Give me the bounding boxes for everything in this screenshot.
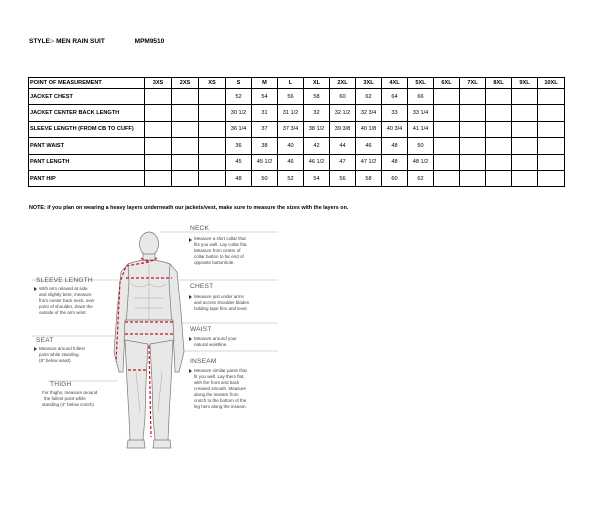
size-value-cell: 38 1/2 [304, 121, 330, 137]
size-value-cell: 54 [304, 170, 330, 186]
size-value-cell: M [252, 78, 278, 89]
size-value-cell: 42 [304, 138, 330, 154]
size-value-cell: 32 [304, 105, 330, 121]
size-value-cell: 38 [252, 138, 278, 154]
inseam-title: INSEAM [190, 358, 217, 365]
size-value-cell: 3XS [145, 78, 172, 89]
inseam-text: Measure similar pants that fit you well. Lay them flat, with the front and back creased smooth. Measure along the inseam from crotch to the bottom of the leg hem along the inseam. [194, 368, 247, 409]
size-value-cell: 47 1/2 [356, 154, 382, 170]
size-value-cell: 48 [382, 138, 408, 154]
size-value-cell: 3XL [356, 78, 382, 89]
measurement-name-cell: JACKET CHEST [29, 89, 145, 105]
sleeve-text: With arm relaxed at side and slightly bent, measure from center back neck, over point of shoulder, down the outside of the arm wrist. [39, 286, 95, 315]
size-value-cell [486, 138, 512, 154]
size-value-cell [434, 105, 460, 121]
thigh-text: For thighs, measure around the fullest point while standing (4" below crotch) [42, 390, 98, 407]
size-value-cell: 40 3/4 [382, 121, 408, 137]
table-row [29, 138, 565, 154]
table-row [29, 89, 565, 105]
size-value-cell [512, 154, 538, 170]
size-value-cell: S [226, 78, 252, 89]
size-value-cell: 33 [382, 105, 408, 121]
table-row [29, 105, 565, 121]
size-value-cell [512, 170, 538, 186]
table-header-row [29, 78, 565, 89]
size-value-cell: 62 [408, 170, 434, 186]
size-value-cell: 46 [356, 138, 382, 154]
measurement-name-cell: POINT OF MEASUREMENT [29, 78, 145, 89]
size-chart-table [28, 77, 565, 187]
size-value-cell: 31 [252, 105, 278, 121]
thigh-title: THIGH [50, 381, 72, 388]
measurement-name-cell: PANT LENGTH [29, 154, 145, 170]
size-value-cell [486, 170, 512, 186]
size-value-cell [538, 89, 565, 105]
size-value-cell [538, 105, 565, 121]
waist-title: WAIST [190, 326, 212, 333]
size-value-cell: 32 1/2 [330, 105, 356, 121]
size-value-cell [460, 105, 486, 121]
size-value-cell: 45 1/2 [252, 154, 278, 170]
size-value-cell: 40 [278, 138, 304, 154]
size-value-cell: 37 [252, 121, 278, 137]
table-row [29, 170, 565, 186]
size-value-cell [486, 154, 512, 170]
size-value-cell [172, 154, 199, 170]
seat-text: Measure around fullest point while standing. (8" below waist) [39, 346, 85, 363]
size-value-cell: 2XS [172, 78, 199, 89]
size-value-cell [486, 89, 512, 105]
size-value-cell: 54 [252, 89, 278, 105]
size-value-cell: 37 3/4 [278, 121, 304, 137]
size-value-cell [486, 105, 512, 121]
waist-text: Measure around your natural waistline. [194, 336, 237, 347]
size-value-cell [434, 170, 460, 186]
size-value-cell: 60 [382, 170, 408, 186]
size-value-cell [172, 121, 199, 137]
size-value-cell: 46 1/2 [304, 154, 330, 170]
size-value-cell: 36 [226, 138, 252, 154]
size-value-cell: 58 [304, 89, 330, 105]
size-value-cell: 48 1/2 [408, 154, 434, 170]
size-value-cell [199, 170, 226, 186]
size-value-cell: 50 [252, 170, 278, 186]
size-value-cell [460, 154, 486, 170]
size-value-cell: 66 [408, 89, 434, 105]
size-value-cell [199, 121, 226, 137]
size-value-cell [460, 138, 486, 154]
seat-title: SEAT [36, 337, 54, 344]
size-value-cell: 62 [356, 89, 382, 105]
style-label: STYLE:- MEN RAIN SUIT [29, 38, 105, 45]
size-value-cell: 10XL [538, 78, 565, 89]
size-value-cell [199, 154, 226, 170]
layering-note: NOTE: if you plan on wearing a heavy layers underneath our jackets/vest, make sure to measure the sizes with the layers on. [29, 205, 349, 211]
chest-title: CHEST [190, 283, 214, 290]
size-value-cell [434, 138, 460, 154]
size-value-cell [460, 89, 486, 105]
size-value-cell: 50 [408, 138, 434, 154]
size-value-cell [538, 170, 565, 186]
size-value-cell: 47 [330, 154, 356, 170]
size-value-cell: 45 [226, 154, 252, 170]
size-value-cell [460, 170, 486, 186]
size-value-cell: 39 3/8 [330, 121, 356, 137]
size-value-cell [145, 138, 172, 154]
size-value-cell [172, 89, 199, 105]
size-value-cell [172, 138, 199, 154]
sleeve-title: SLEEVE LENGTH [36, 277, 93, 284]
size-value-cell [486, 121, 512, 137]
size-value-cell [538, 121, 565, 137]
size-value-cell: 32 3/4 [356, 105, 382, 121]
size-value-cell [512, 105, 538, 121]
size-value-cell [145, 121, 172, 137]
size-value-cell: 56 [330, 170, 356, 186]
size-value-cell: XS [199, 78, 226, 89]
size-value-cell: 36 1/4 [226, 121, 252, 137]
size-value-cell: 2XL [330, 78, 356, 89]
size-value-cell [199, 138, 226, 154]
chest-text: Measure just under arms and across shoulder blades holding tape firm and level. [194, 294, 250, 311]
size-value-cell: 8XL [486, 78, 512, 89]
size-value-cell [434, 89, 460, 105]
size-value-cell: 33 1/4 [408, 105, 434, 121]
style-code: MPM9510 [134, 38, 165, 45]
table-row [29, 121, 565, 137]
size-value-cell [538, 154, 565, 170]
size-value-cell: 9XL [512, 78, 538, 89]
measurement-name-cell: JACKET CENTER BACK LENGTH [29, 105, 145, 121]
measurement-name-cell: PANT WAIST [29, 138, 145, 154]
size-value-cell: 52 [226, 89, 252, 105]
size-value-cell [145, 89, 172, 105]
size-value-cell [199, 105, 226, 121]
style-header [29, 38, 164, 45]
neck-title: NECK [190, 225, 210, 232]
size-value-cell: L [278, 78, 304, 89]
size-value-cell: XL [304, 78, 330, 89]
size-value-cell [512, 138, 538, 154]
table-row [29, 154, 565, 170]
size-value-cell [512, 121, 538, 137]
size-value-cell: 44 [330, 138, 356, 154]
measurement-guide-diagram [28, 222, 298, 457]
size-value-cell: 41 1/4 [408, 121, 434, 137]
size-value-cell: 6XL [434, 78, 460, 89]
size-value-cell: 40 1/8 [356, 121, 382, 137]
size-value-cell: 60 [330, 89, 356, 105]
size-value-cell: 58 [356, 170, 382, 186]
size-value-cell: 5XL [408, 78, 434, 89]
size-value-cell: 48 [382, 154, 408, 170]
neck-text: Measure a shirt collar that fits you well. Lay collar flat. Measure from center of collar button to far end of opposite buttonhole. [194, 236, 248, 265]
size-value-cell [199, 89, 226, 105]
size-value-cell: 56 [278, 89, 304, 105]
size-value-cell: 64 [382, 89, 408, 105]
size-value-cell [538, 138, 565, 154]
size-value-cell [172, 105, 199, 121]
size-value-cell [145, 170, 172, 186]
size-value-cell: 46 [278, 154, 304, 170]
size-value-cell [145, 105, 172, 121]
measurement-name-cell: SLEEVE LENGTH (FROM CB TO CUFF) [29, 121, 145, 137]
size-value-cell: 48 [226, 170, 252, 186]
size-value-cell: 52 [278, 170, 304, 186]
size-value-cell: 31 1/2 [278, 105, 304, 121]
size-value-cell: 7XL [460, 78, 486, 89]
measurement-name-cell: PANT HIP [29, 170, 145, 186]
size-value-cell [460, 121, 486, 137]
size-value-cell [172, 170, 199, 186]
size-value-cell [434, 154, 460, 170]
size-value-cell: 4XL [382, 78, 408, 89]
size-value-cell: 30 1/2 [226, 105, 252, 121]
size-value-cell [434, 121, 460, 137]
size-value-cell [512, 89, 538, 105]
size-value-cell [145, 154, 172, 170]
